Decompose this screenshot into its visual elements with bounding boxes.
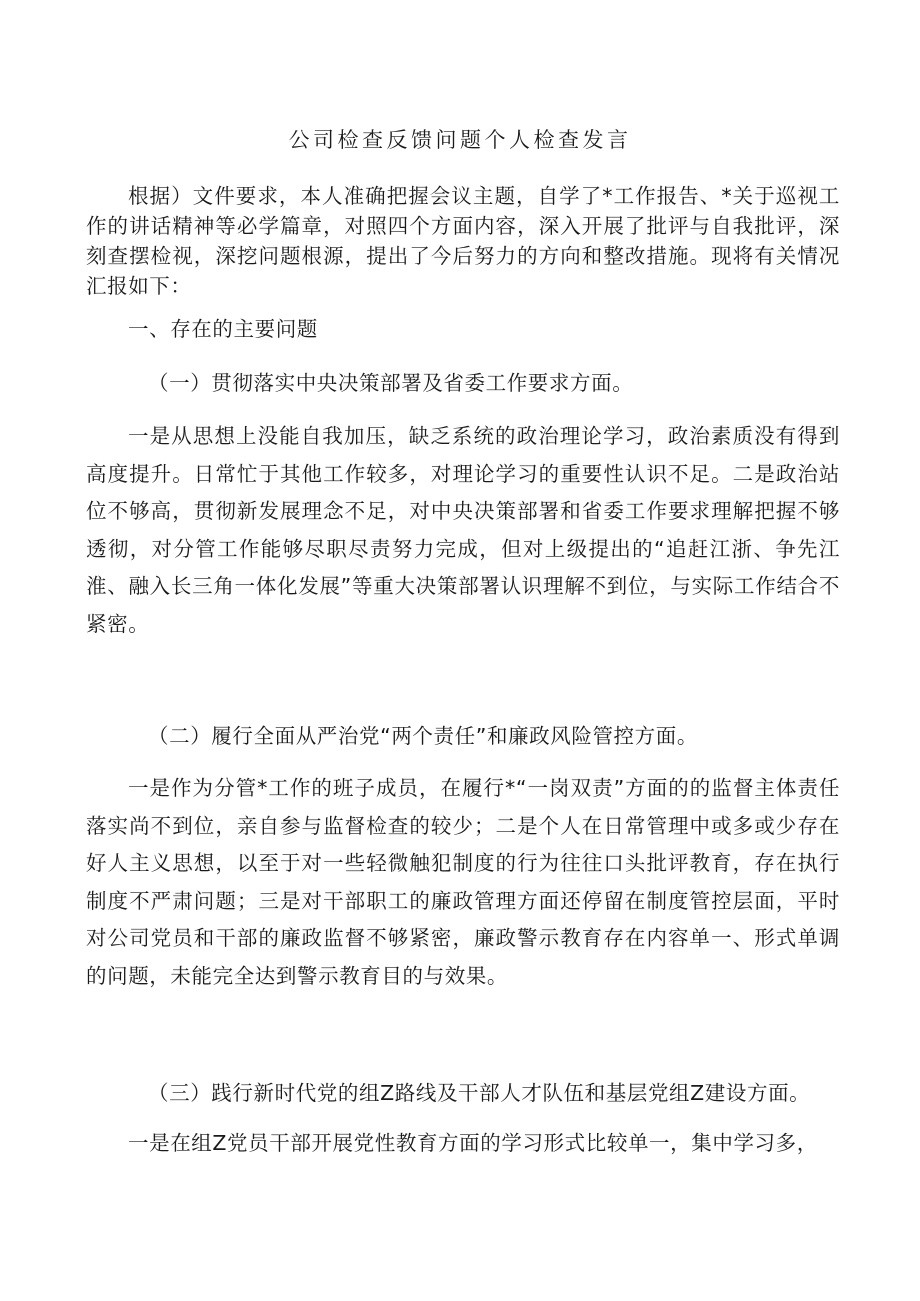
subsection-heading-2: （二）履行全面从严治党“两个责任”和廉政风险管控方面。 — [148, 724, 698, 748]
subsection-body-3: 一是在组Z党员干部开展党性教育方面的学习形式比较单一，集中学习多， — [128, 1131, 818, 1155]
subsection-body-1: 一是从思想上没能自我加压，缺乏系统的政治理论学习，政治素质没有得到高度提升。日常忙于其他工作较多，对理论学习的重要性认识不足。二是政治站位不够高，贯彻新发展理念不足，对中央决策部署和省委工作要求理解把握不够透彻，对分管工作能够尽职尽责努力完成，但对上级提出的“追赶江浙、争先江淮、融入长三角一体化发展”等重大决策部署认识理解不到位，与实际工作结合不紧密。 — [86, 424, 840, 636]
subsection-body-2: 一是作为分管*工作的班子成员，在履行*“一岗双责”方面的的监督主体责任落实尚不到位，亲自参与监督检查的较少；二是个人在日常管理中或多或少存在好人主义思想，以至于对一些轻微触犯制度的行为往往口头批评教育，存在执行制度不严肃问题；三是对干部职工的廉政管理方面还停留在制度管控层面，平时对公司党员和干部的廉政监督不够紧密，廉政警示教育存在内容单一、形式单调的问题，未能完全达到警示教育目的与效果。 — [86, 776, 840, 988]
subsection-heading-3: （三）践行新时代党的组Z路线及干部人才队伍和基层党组Z建设方面。 — [148, 1081, 811, 1105]
intro-paragraph: 根据）文件要求，本人准确把握会议主题，自学了*工作报告、*关于巡视工作的讲话精神等必学篇章，对照四个方面内容，深入开展了批评与自我批评，深刻查摆检视，深挖问题根源，提出了今后努力的方向和整改措施。现将有关情况汇报如下： — [86, 184, 840, 298]
section-heading-problems: 一、存在的主要问题 — [128, 317, 318, 341]
subsection-heading-1: （一）贯彻落实中央决策部署及省委工作要求方面。 — [148, 371, 634, 395]
document-title: 公司检查反馈问题个人检查发言 — [288, 128, 632, 152]
